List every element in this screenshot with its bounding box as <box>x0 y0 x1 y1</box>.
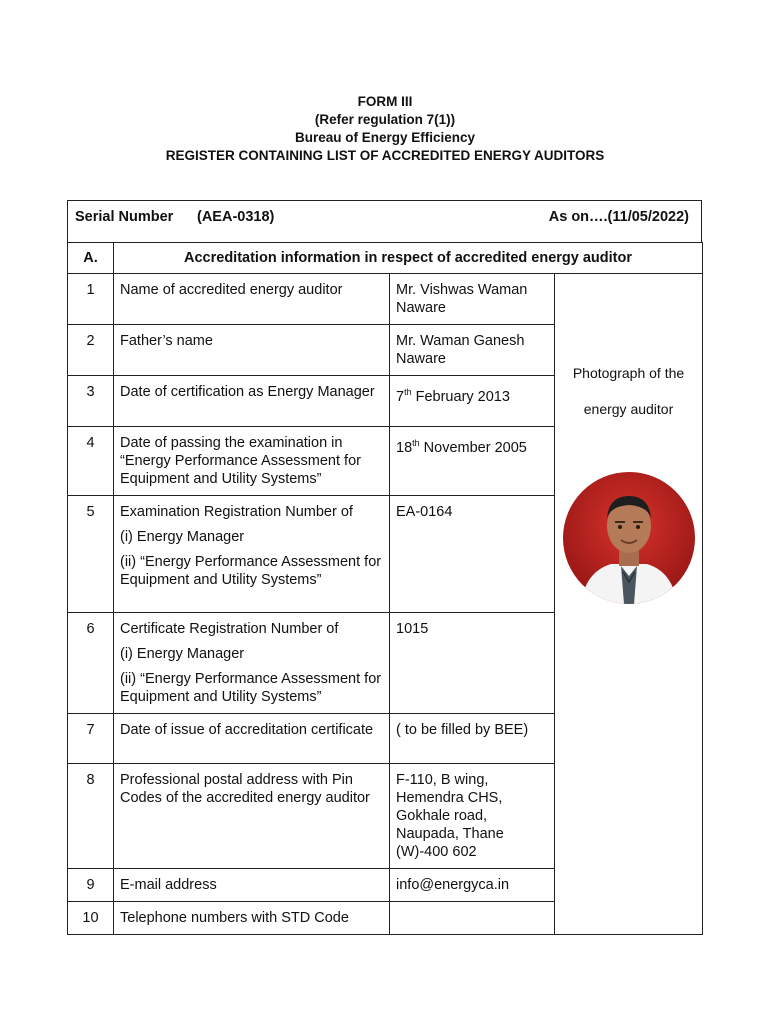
field-sublabel: (i) Energy Manager <box>120 529 245 545</box>
section-header-row <box>68 243 703 274</box>
field-sublabel: (i) Energy Manager <box>120 646 245 662</box>
table-row <box>68 274 703 325</box>
auditor-photograph <box>563 472 695 604</box>
photo-label: Photograph of the <box>572 365 685 381</box>
photo-label-2: energy auditor <box>583 401 674 417</box>
field-value: 1015 <box>390 613 555 714</box>
field-label: Date of issue of accreditation certificate <box>114 714 390 764</box>
field-value: ( to be filled by BEE) <box>390 714 555 764</box>
serial-number-value: (AEA-0318) <box>197 209 275 225</box>
field-label: E-mail address <box>114 869 390 902</box>
serial-number-label: Serial Number <box>75 209 174 225</box>
field-value: info@energyca.in <box>390 869 555 902</box>
row-number: 6 <box>68 613 114 714</box>
field-sublabel: (ii) “Energy Performance Assessment for Equipment and Utility Systems” <box>120 671 382 705</box>
serial-number-row <box>67 200 702 242</box>
row-number: 2 <box>68 325 114 376</box>
bureau-name: Bureau of Energy Efficiency <box>294 130 476 145</box>
form-number: FORM III <box>357 94 413 109</box>
field-label: Father’s name <box>114 325 390 376</box>
field-label-group <box>114 613 390 714</box>
row-number: 4 <box>68 427 114 496</box>
field-sublabel: (ii) “Energy Performance Assessment for Equipment and Utility Systems” <box>120 554 382 588</box>
date-month-year: February 2013 <box>411 388 510 405</box>
date-ordinal: th <box>404 387 412 397</box>
section-title: Accreditation information in respect of accredited energy auditor <box>114 243 703 274</box>
field-value: Mr. Waman Ganesh Naware <box>390 325 555 376</box>
date-day: 18 <box>396 439 413 456</box>
register-title: REGISTER CONTAINING LIST OF ACCREDITED ENERGY AUDITORS <box>165 148 605 163</box>
row-number: 7 <box>68 714 114 764</box>
row-number: 10 <box>68 902 114 935</box>
row-number: 9 <box>68 869 114 902</box>
row-number: 3 <box>68 376 114 427</box>
field-label: Telephone numbers with STD Code <box>114 902 390 935</box>
field-value: F-110, B wing, Hemendra CHS, Gokhale road, Naupada, Thane (W)-400 602 <box>390 764 555 869</box>
form-title-block <box>0 93 770 165</box>
field-label: Name of accredited energy auditor <box>114 274 390 325</box>
auditor-register-table <box>67 242 703 935</box>
field-label: Examination Registration Number of <box>120 504 353 520</box>
field-label: Certificate Registration Number of <box>120 621 339 637</box>
field-value: EA-0164 <box>390 496 555 613</box>
field-label-group <box>114 496 390 613</box>
as-on-date: As on….(11/05/2022) <box>548 209 689 225</box>
date-day: 7 <box>396 388 405 405</box>
field-value: Mr. Vishwas Waman Naware <box>390 274 555 325</box>
regulation-reference: (Refer regulation 7(1)) <box>314 112 456 127</box>
field-label: Date of passing the examination in “Energy Performance Assessment for Equipment and Utility Systems” <box>114 427 390 496</box>
section-letter: A. <box>68 243 114 274</box>
date-month-year: November 2005 <box>419 439 527 456</box>
photograph-cell <box>555 274 703 935</box>
field-value <box>390 902 555 935</box>
field-label: Professional postal address with Pin Codes of the accredited energy auditor <box>114 764 390 869</box>
row-number: 1 <box>68 274 114 325</box>
field-value <box>390 376 555 427</box>
row-number: 5 <box>68 496 114 613</box>
row-number: 8 <box>68 764 114 869</box>
field-value <box>390 427 555 496</box>
field-label: Date of certification as Energy Manager <box>114 376 390 427</box>
date-ordinal: th <box>412 438 420 448</box>
